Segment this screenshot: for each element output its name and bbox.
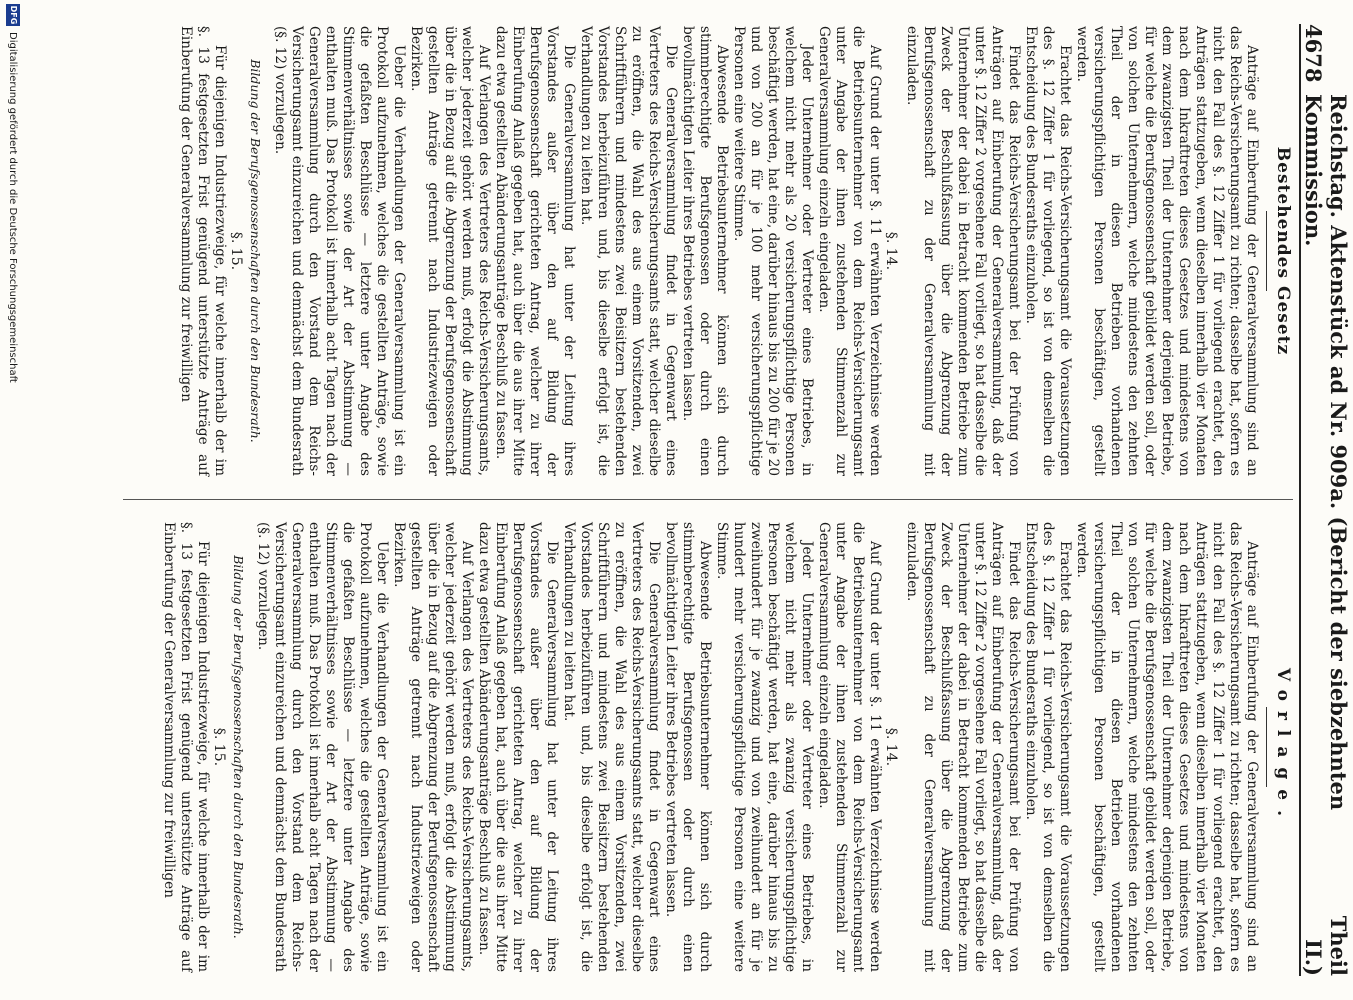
paragraph: Abwesende Betriebsunternehmer können sich durch stimmberechtigte Berufsgenossen oder durch einen bevollmächtigten Leiter ihres Betriebes vertreten lassen. bbox=[680, 26, 730, 476]
column-proposal bbox=[123, 522, 1293, 972]
paragraph: Jeder Unternehmer oder Vertreter eines Betriebes, in welchem nicht mehr als zwanzig versicherungspflichtige Personen beschäftigt werden, hat eine, darüber hinaus bis zu zweihundert für je zwanzig und von zweihundert an für je hundert mehr versicherungspflichtige Personen eine weitere Stimme. bbox=[714, 522, 815, 972]
subheading: Bildung der Berufsgenossenschaften durch den Bundesrath. bbox=[248, 59, 263, 443]
dfg-logo: DFG bbox=[6, 4, 20, 26]
paragraph: Auf Verlangen des Vertreters des Reichs-Versicherungsamts, welcher jederzeit gehört werden muß, erfolgt die Abstimmung über die in Bezug auf die Abgrenzung der Berufsgenossenschaft gestellten Anträge getrennt nach Industriezweigen oder Bezirken. bbox=[391, 522, 475, 972]
column-heading-existing-law: Bestehendes Gesetz bbox=[1273, 146, 1293, 356]
section-number: §. 14. bbox=[883, 231, 899, 271]
paragraph: Für diejenigen Industriezweige, für welche innerhalb der im §. 13 festgesetzten Frist genügend unterstützte Anträge auf Einberufung der Generalversammlung zur freiwilligen bbox=[161, 522, 211, 972]
paragraph: Jeder Unternehmer oder Vertreter eines Betriebes, in welchem nicht mehr als 20 versicherungspflichtige Personen beschäftigt werden, hat eine, darüber hinaus bis zu 200 für je 20 und von 200 an für je 100 mehr versicherungspflichtige Personen eine weitere Stimme. bbox=[731, 26, 815, 476]
paragraph: Ueber die Verhandlungen der Generalversammlung ist ein Protokoll aufzunehmen, welches die gestellten Anträge, sowie die gefaßten Beschlüsse — letztere unter Angabe des Stimmenverhältnisses sowie der Art der Abstimmung — enthalten muß. Das Protokoll ist innerhalb acht Tagen nach der Generalversammlung durch den Vorstand dem Reichs-Versicherungsamt einzureichen und demnächst dem Bundesrath (§. 12) vorzulegen. bbox=[272, 26, 407, 476]
header-part: Theil II.) bbox=[1301, 915, 1351, 976]
paragraph: Auf Grund der unter §. 11 erwähnten Verzeichnisse werden die Betriebsunternehmer von dem Reichs-Versicherungsamt unter Angabe der ihnen zustehenden Stimmenzahl zur Generalversammlung einzeln eingeladen. bbox=[816, 522, 883, 972]
paragraph: Für diejenigen Industriezweige, für welche innerhalb der im §. 13 festgesetzten Frist genügend unterstützte Anträge auf Einberufung der Generalversammlung zur freiwilligen bbox=[178, 26, 228, 476]
column-heading-proposal: Vorlage. bbox=[1273, 667, 1293, 827]
section-number: §. 14. bbox=[883, 727, 899, 767]
paragraph: Auf Verlangen des Vertreters des Reichs-Versicherungsamts, welcher jederzeit gehört werden muß, erfolgt die Abstimmung über die in Bezug auf die Abgrenzung der Berufsgenossenschaft gestellten Anträge getrennt nach Industriezweigen oder Bezirken. bbox=[408, 26, 492, 476]
paragraph: Die Generalversammlung hat unter der Leitung ihres Vorstandes außer über den auf Bildung der Berufsgenossenschaft gerichteten Antrag, welcher zu ihrer Einberufung Anlaß gegeben hat, auch über die aus ihrer Mitte dazu etwa gestellten Abänderungsanträge Beschluß zu fassen. bbox=[476, 522, 560, 972]
subheading: Bildung der Berufsgenossenschaften durch den Bundesrath. bbox=[231, 555, 246, 939]
paragraph: Ueber die Verhandlungen der Generalversammlung ist ein Protokoll aufzunehmen, welches die gestellten Anträge, sowie die gefaßten Beschlüsse — letztere unter Angabe des Stimmenverhältnisses sowie der Art der Abstimmung — enthalten muß. Das Protokoll ist innerhalb acht Tagen nach der Generalversammlung durch den Vorstand dem Reichs-Versicherungsamt einzureichen und demnächst dem Bundesrath (§. 12) vorzulegen. bbox=[255, 522, 390, 972]
paragraph: Die Generalversammlung hat unter der Leitung ihres Vorstandes außer über den auf Bildung der Berufsgenossenschaft gerichteten Antrag, welcher zu ihrer Einberufung Anlaß gegeben hat, auch über die aus ihrer Mitte dazu etwa gestellten Abänderungsanträge Beschluß zu fassen. bbox=[493, 26, 577, 476]
header-title: Reichstag. Aktenstück ad Nr. 909a. (Bericht der siebzehnten Kommission. bbox=[1301, 94, 1351, 811]
column-divider bbox=[123, 499, 1293, 500]
paragraph: Erachtet das Reichs-Versicherungsamt die Voraussetzungen des §. 12 Ziffer 1 für vorliegend, so ist von demselben die Entscheidung des Bundesraths einzuholen. bbox=[1023, 26, 1073, 476]
paragraph: Die Generalversammlung findet in Gegenwart eines Vertreters des Reichs-Versicherungsamts statt, welcher dieselbe zu eröffnen, die Wahl des aus einem Vorsitzenden, zwei Schriftführern und mindestens zwei Beisitzern bestehenden Vorstandes herbeizuführen und, bis dieselbe erfolgt ist, die Verhandlungen zu leiten hat. bbox=[561, 522, 662, 972]
section-number: §. 15. bbox=[228, 231, 244, 271]
paragraph: Anträge auf Einberufung der Generalversammlung sind an das Reichs-Versicherungsamt zu richten; dasselbe hat, sofern es nicht den Fall des §. 12 Ziffer 1 für vorliegend erachtet, den Anträgen stattzugeben, wenn dieselben innerhalb vier Monaten nach dem Inkrafttreten dieses Gesetzes und mindestens von dem zwanzigsten Theil der Unternehmer derjenigen Betriebe, für welche die Berufsgenossenschaft gebildet werden soll, oder von solchen Unternehmern, welche mindestens den zehnten Theil der in diesen Betrieben vorhandenen versicherungspflichtigen Personen beschäftigen, gestellt werden. bbox=[1074, 522, 1260, 972]
digitization-footer bbox=[3, 0, 23, 1000]
page-number: 4678 bbox=[1301, 24, 1326, 83]
paragraph: Abwesende Betriebsunternehmer können sich durch stimmberechtigte Berufsgenossen oder durch einen bevollmächtigten Leiter ihres Betriebes vertreten lassen. bbox=[663, 522, 713, 972]
heading-rule bbox=[1266, 211, 1267, 291]
paragraph: Auf Grund der unter §. 11 erwähnten Verzeichnisse werden die Betriebsunternehmer von dem Reichs-Versicherungsamt unter Angabe der ihnen zustehenden Stimmenzahl zur Generalversammlung einzeln eingeladen. bbox=[816, 26, 883, 476]
column-existing-law bbox=[123, 26, 1293, 476]
heading-rule bbox=[1266, 707, 1267, 787]
page-header bbox=[1299, 24, 1351, 976]
paragraph: Findet das Reichs-Versicherungsamt bei der Prüfung von Anträgen auf Einberufung der Generalversammlung, daß der unter §. 12 Ziffer 2 vorgesehene Fall vorliegt, so hat dasselbe die Unternehmer der dabei in Betracht kommenden Betriebe zum Zweck der Beschlußfassung über die Abgrenzung der Berufsgenossenschaft zu der Generalversammlung mit einzuladen. bbox=[904, 26, 1022, 476]
paragraph: Die Generalversammlung findet in Gegenwart eines Vertreters des Reichs-Versicherungsamts statt, welcher dieselbe zu eröffnen, die Wahl des aus einem Vorsitzenden, zwei Schriftführern und mindestens zwei Beisitzern bestehenden Vorstandes herbeizuführen und, bis dieselbe erfolgt ist, die Verhandlungen zu leiten hat. bbox=[578, 26, 679, 476]
paragraph: Anträge auf Einberufung der Generalversammlung sind an das Reichs-Versicherungsamt zu richten; dasselbe hat, sofern es nicht den Fall des §. 12 Ziffer 1 für vorliegend erachtet, den Anträgen stattzugeben, wenn dieselben innerhalb vier Monaten nach dem Inkrafttreten dieses Gesetzes und mindestens von dem zwanzigsten Theil der Unternehmer derjenigen Betriebe, für welche die Berufsgenossenschaft gebildet werden soll, oder von solchen Unternehmern, welche mindestens den zehnten Theil der in diesen Betrieben vorhandenen versicherungspflichtigen Personen beschäftigen, gestellt werden. bbox=[1074, 26, 1260, 476]
paragraph: Erachtet das Reichs-Versicherungsamt die Voraussetzungen des §. 12 Ziffer 1 für vorliegend, so ist von demselben die Entscheidung des Bundesraths einzuholen. bbox=[1023, 522, 1073, 972]
paragraph: Findet das Reichs-Versicherungsamt bei der Prüfung von Anträgen auf Einberufung der Generalversammlung, daß der unter §. 12 Ziffer 2 vorgesehene Fall vorliegt, so hat dasselbe die Unternehmer der dabei in Betracht kommenden Betriebe zum Zweck der Beschlußfassung über die Abgrenzung der Berufsgenossenschaft zu der Generalversammlung mit einzuladen. bbox=[904, 522, 1022, 972]
section-number: §. 15. bbox=[211, 727, 227, 767]
funding-credit: Digitalisierung gefördert durch die Deutsche Forschungsgemeinschaft bbox=[7, 32, 19, 383]
